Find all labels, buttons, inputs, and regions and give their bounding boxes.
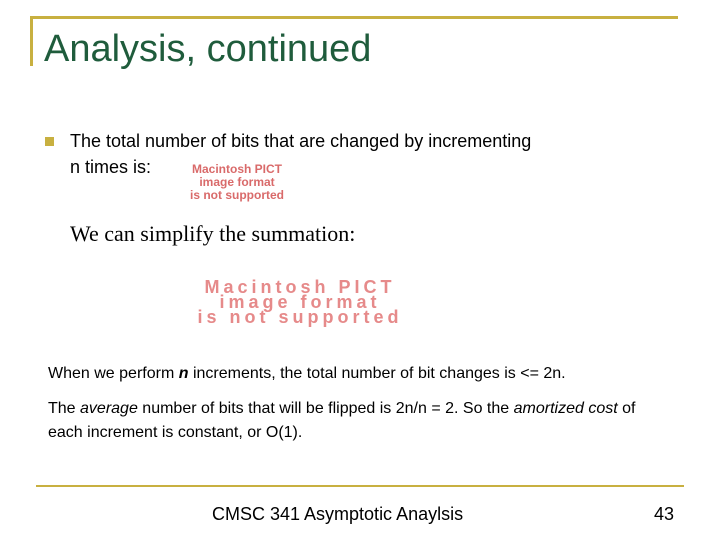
unsupported-image-placeholder-small [178, 163, 296, 203]
bullet-text [70, 128, 610, 180]
slide-title: Analysis, continued [44, 28, 372, 70]
unsupported-image-placeholder-large [108, 277, 492, 327]
simplify-text: We can simplify the summation: [70, 221, 356, 246]
bullet-line-2: n times is: [70, 157, 152, 177]
para2-text-3: of each increment is constant, or O(1). [48, 400, 636, 441]
footer-course: CMSC 341 Asymptotic Anaylsis [212, 504, 464, 524]
increments-paragraph [48, 365, 566, 383]
page-number: 43 [654, 504, 675, 524]
para2-text-1: The [48, 400, 81, 417]
para2-emphasis-amortized: amortized cost [513, 400, 618, 417]
footer-divider [36, 485, 684, 487]
pict-small-line-2: image format [199, 175, 275, 189]
para1-emphasis: n [178, 365, 189, 382]
bullet-line-1: The total number of bits that are changed by incrementing [70, 131, 532, 151]
pict-large-line-2: image format [219, 292, 381, 312]
para1-after: increments, the total number of bit changes is <= 2n. [188, 365, 566, 382]
frame-top-border [30, 16, 678, 19]
bullet-square-icon [45, 137, 54, 146]
para2-text-2: number of bits that will be flipped is 2n/n = 2. So the [137, 400, 514, 417]
para1-before: When we perform [48, 365, 179, 382]
pict-large-line-1: Macintosh PICT [204, 277, 396, 297]
pict-small-line-1: Macintosh PICT [191, 162, 282, 176]
pict-large-line-3: is not supported [197, 307, 403, 327]
pict-small-line-3: is not supported [190, 188, 284, 202]
para2-emphasis-average: average [80, 400, 138, 417]
frame-left-border [30, 16, 33, 66]
amortized-paragraph [48, 397, 668, 445]
